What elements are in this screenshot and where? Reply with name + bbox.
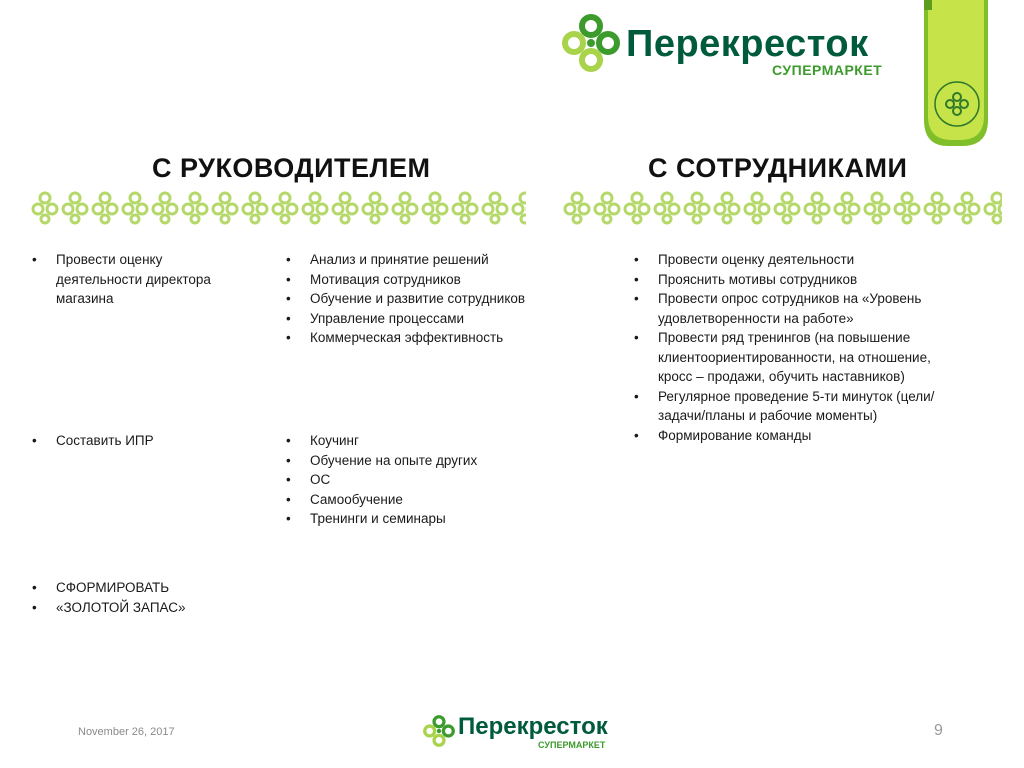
manager-actions-3: [30, 578, 270, 617]
footer-brand-subtitle: СУПЕРМАРКЕТ: [538, 740, 606, 750]
brand-name: Перекресток: [626, 23, 869, 65]
clover-logo-icon: [422, 714, 456, 748]
footer-logo: [422, 712, 612, 752]
ornament-pattern-right: [562, 190, 1002, 226]
footer-date: November 26, 2017: [78, 726, 175, 738]
list-item: • Мотивация сотрудников: [284, 270, 544, 290]
ornament-pattern-left: [30, 190, 526, 226]
manager-details-1: [284, 250, 544, 348]
list-item: • Тренинги и семинары: [284, 509, 544, 529]
list-item: • Провести оценку деятельности: [632, 250, 942, 270]
page-number: 9: [934, 722, 943, 739]
section-title-employees: С СОТРУДНИКАМИ: [648, 153, 908, 183]
list-item: • Регулярное проведение 5-ти минуток (цели/задачи/планы и рабочие моменты): [632, 387, 942, 426]
list-item: • Провести ряд тренингов (на повышение клиентоориентированности, на отношение, кросс – продажи, обучить наставников): [632, 328, 942, 387]
list-item: • «ЗОЛОТОЙ ЗАПАС»: [30, 598, 270, 618]
list-item: • Формирование команды: [632, 426, 942, 446]
footer-brand-name: Перекресток: [458, 713, 608, 740]
ribbon-badge-icon: [918, 0, 996, 146]
list-item: • Коммерческая эффективность: [284, 328, 544, 348]
list-item: • СФОРМИРОВАТЬ: [30, 578, 270, 598]
list-item: • ОС: [284, 470, 544, 490]
list-item: • Самообучение: [284, 490, 544, 510]
list-item: • Анализ и принятие решений: [284, 250, 544, 270]
list-item: • Управление процессами: [284, 309, 544, 329]
employee-actions: [632, 250, 942, 445]
manager-actions-2: [30, 431, 230, 451]
list-item: • Провести оценку деятельности директора магазина: [30, 250, 230, 309]
manager-actions-1: [30, 250, 230, 309]
list-item: • Составить ИПР: [30, 431, 230, 451]
brand-logo: [560, 12, 900, 78]
section-title-manager: С РУКОВОДИТЕЛЕМ: [152, 153, 431, 183]
list-item: • Обучение на опыте других: [284, 451, 544, 471]
list-item: • Провести опрос сотрудников на «Уровень удовлетворенности на работе»: [632, 289, 942, 328]
clover-logo-icon: [560, 12, 622, 74]
manager-details-2: [284, 431, 544, 529]
brand-subtitle: СУПЕРМАРКЕТ: [772, 62, 883, 78]
list-item: • Прояснить мотивы сотрудников: [632, 270, 942, 290]
list-item: • Коучинг: [284, 431, 544, 451]
list-item: • Обучение и развитие сотрудников: [284, 289, 544, 309]
